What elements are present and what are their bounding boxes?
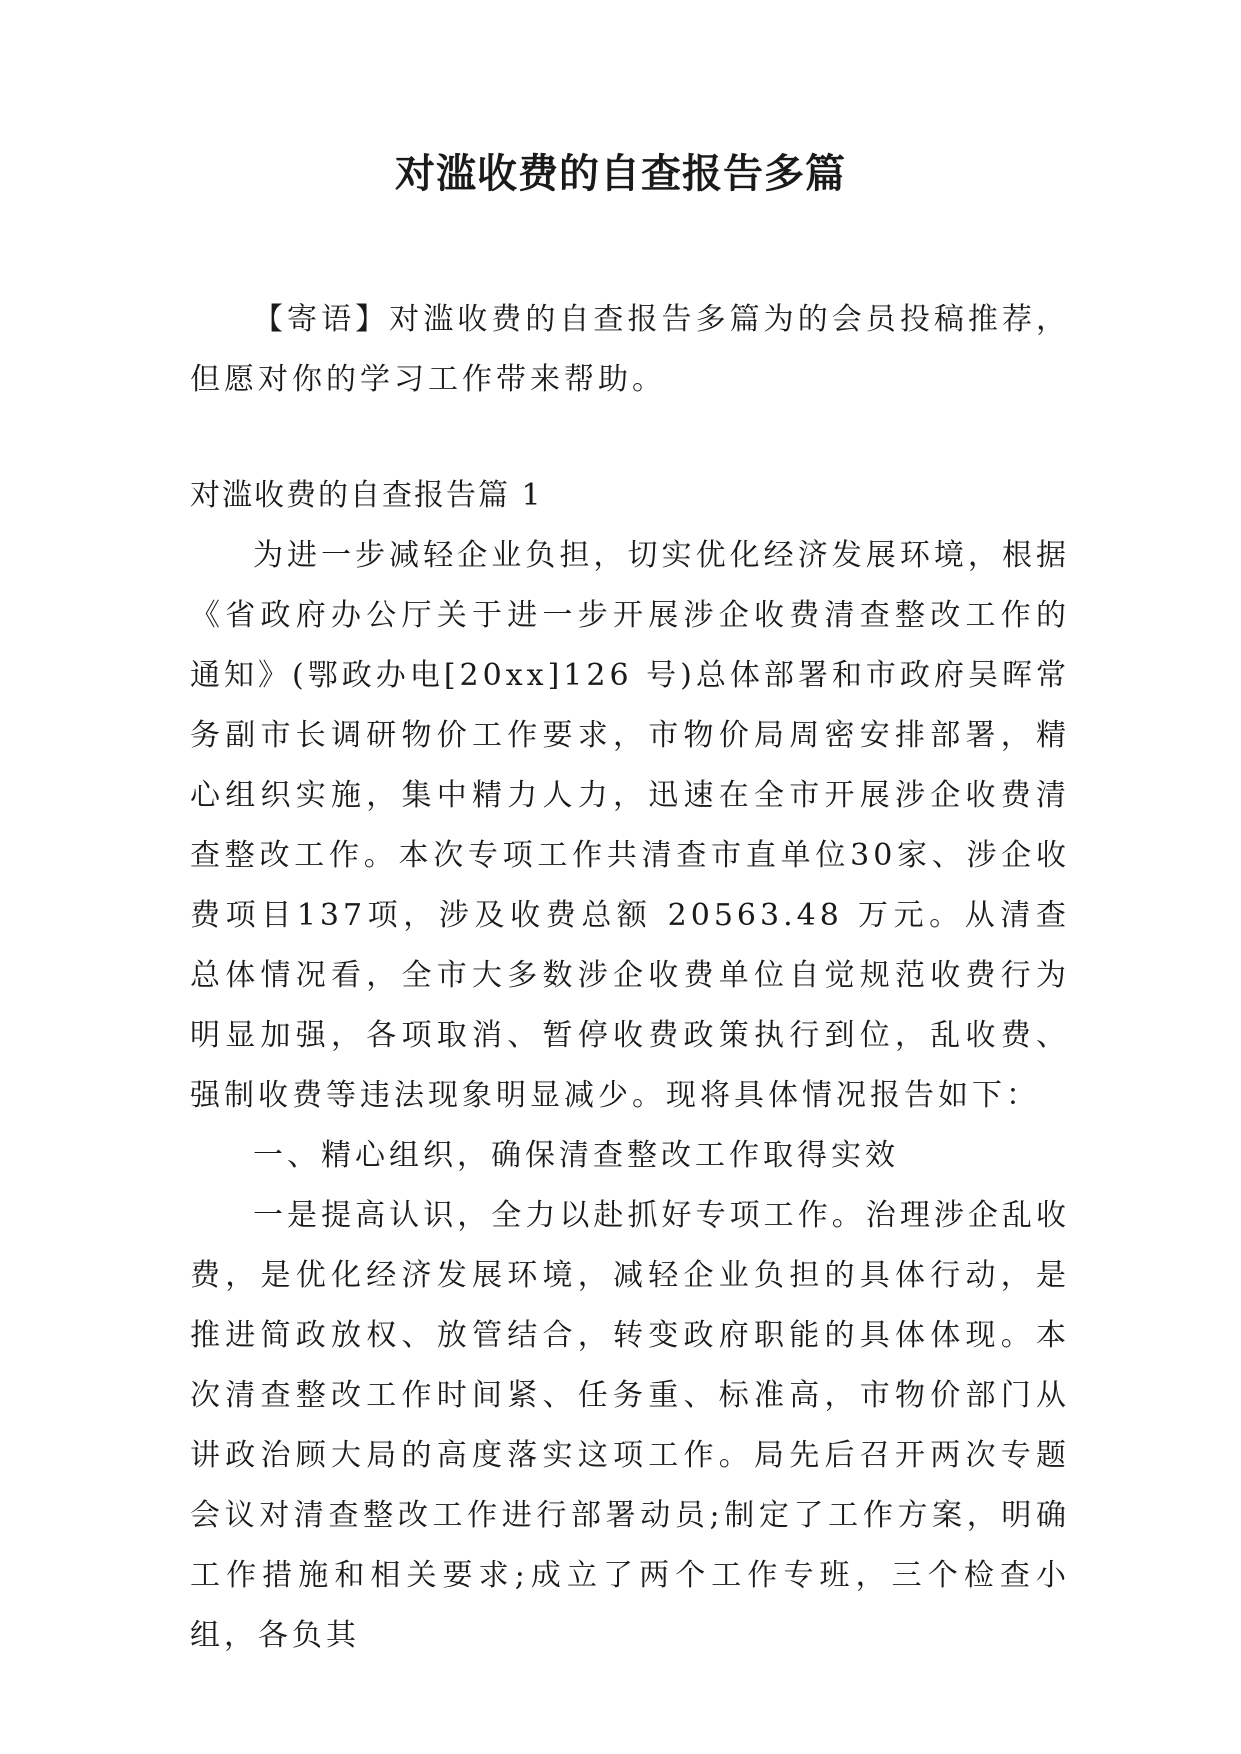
subsection-heading: 一、精心组织，确保清查整改工作取得实效 — [253, 1138, 899, 1173]
document-body — [190, 526, 1070, 1666]
section-heading: 对滥收费的自查报告篇 1 — [190, 478, 543, 513]
intro-paragraph: 【寄语】对滥收费的自查报告多篇为的会员投稿推荐，但愿对你的学习工作带来帮助。 — [190, 302, 1070, 397]
body-paragraph: 为进一步减轻企业负担，切实优化经济发展环境，根据《省政府办公厅关于进一步开展涉企收费清查整改工作的通知》(鄂政办电[20xx]126 号)总体部署和市政府吴晖常务副市长调研物价工作要求，市物价局周密安排部署，精心组织实施，集中精力人力，迅速在全市开展涉企收费清查整改工作。本次专项工作共清查市直单位30家、涉企收费项目137项，涉及收费总额 20563.48 万元。从清查总体情况看，全市大多数涉企收费单位自觉规范收费行为明显加强，各项取消、暂停收费政策执行到位，乱收费、强制收费等违法现象明显减少。现将具体情况报告如下： — [190, 538, 1070, 1113]
document-title: 对滥收费的自查报告多篇 — [395, 151, 846, 197]
body-paragraph: 一是提高认识，全力以赴抓好专项工作。治理涉企乱收费，是优化经济发展环境，减轻企业负担的具体行动，是推进简政放权、放管结合，转变政府职能的具体体现。本次清查整改工作时间紧、任务重、标准高，市物价部门从讲政治顾大局的高度落实这项工作。局先后召开两次专题会议对清查整改工作进行部署动员;制定了工作方案，明确工作措施和相关要求;成立了两个工作专班，三个检查小组，各负其 — [190, 1198, 1070, 1653]
